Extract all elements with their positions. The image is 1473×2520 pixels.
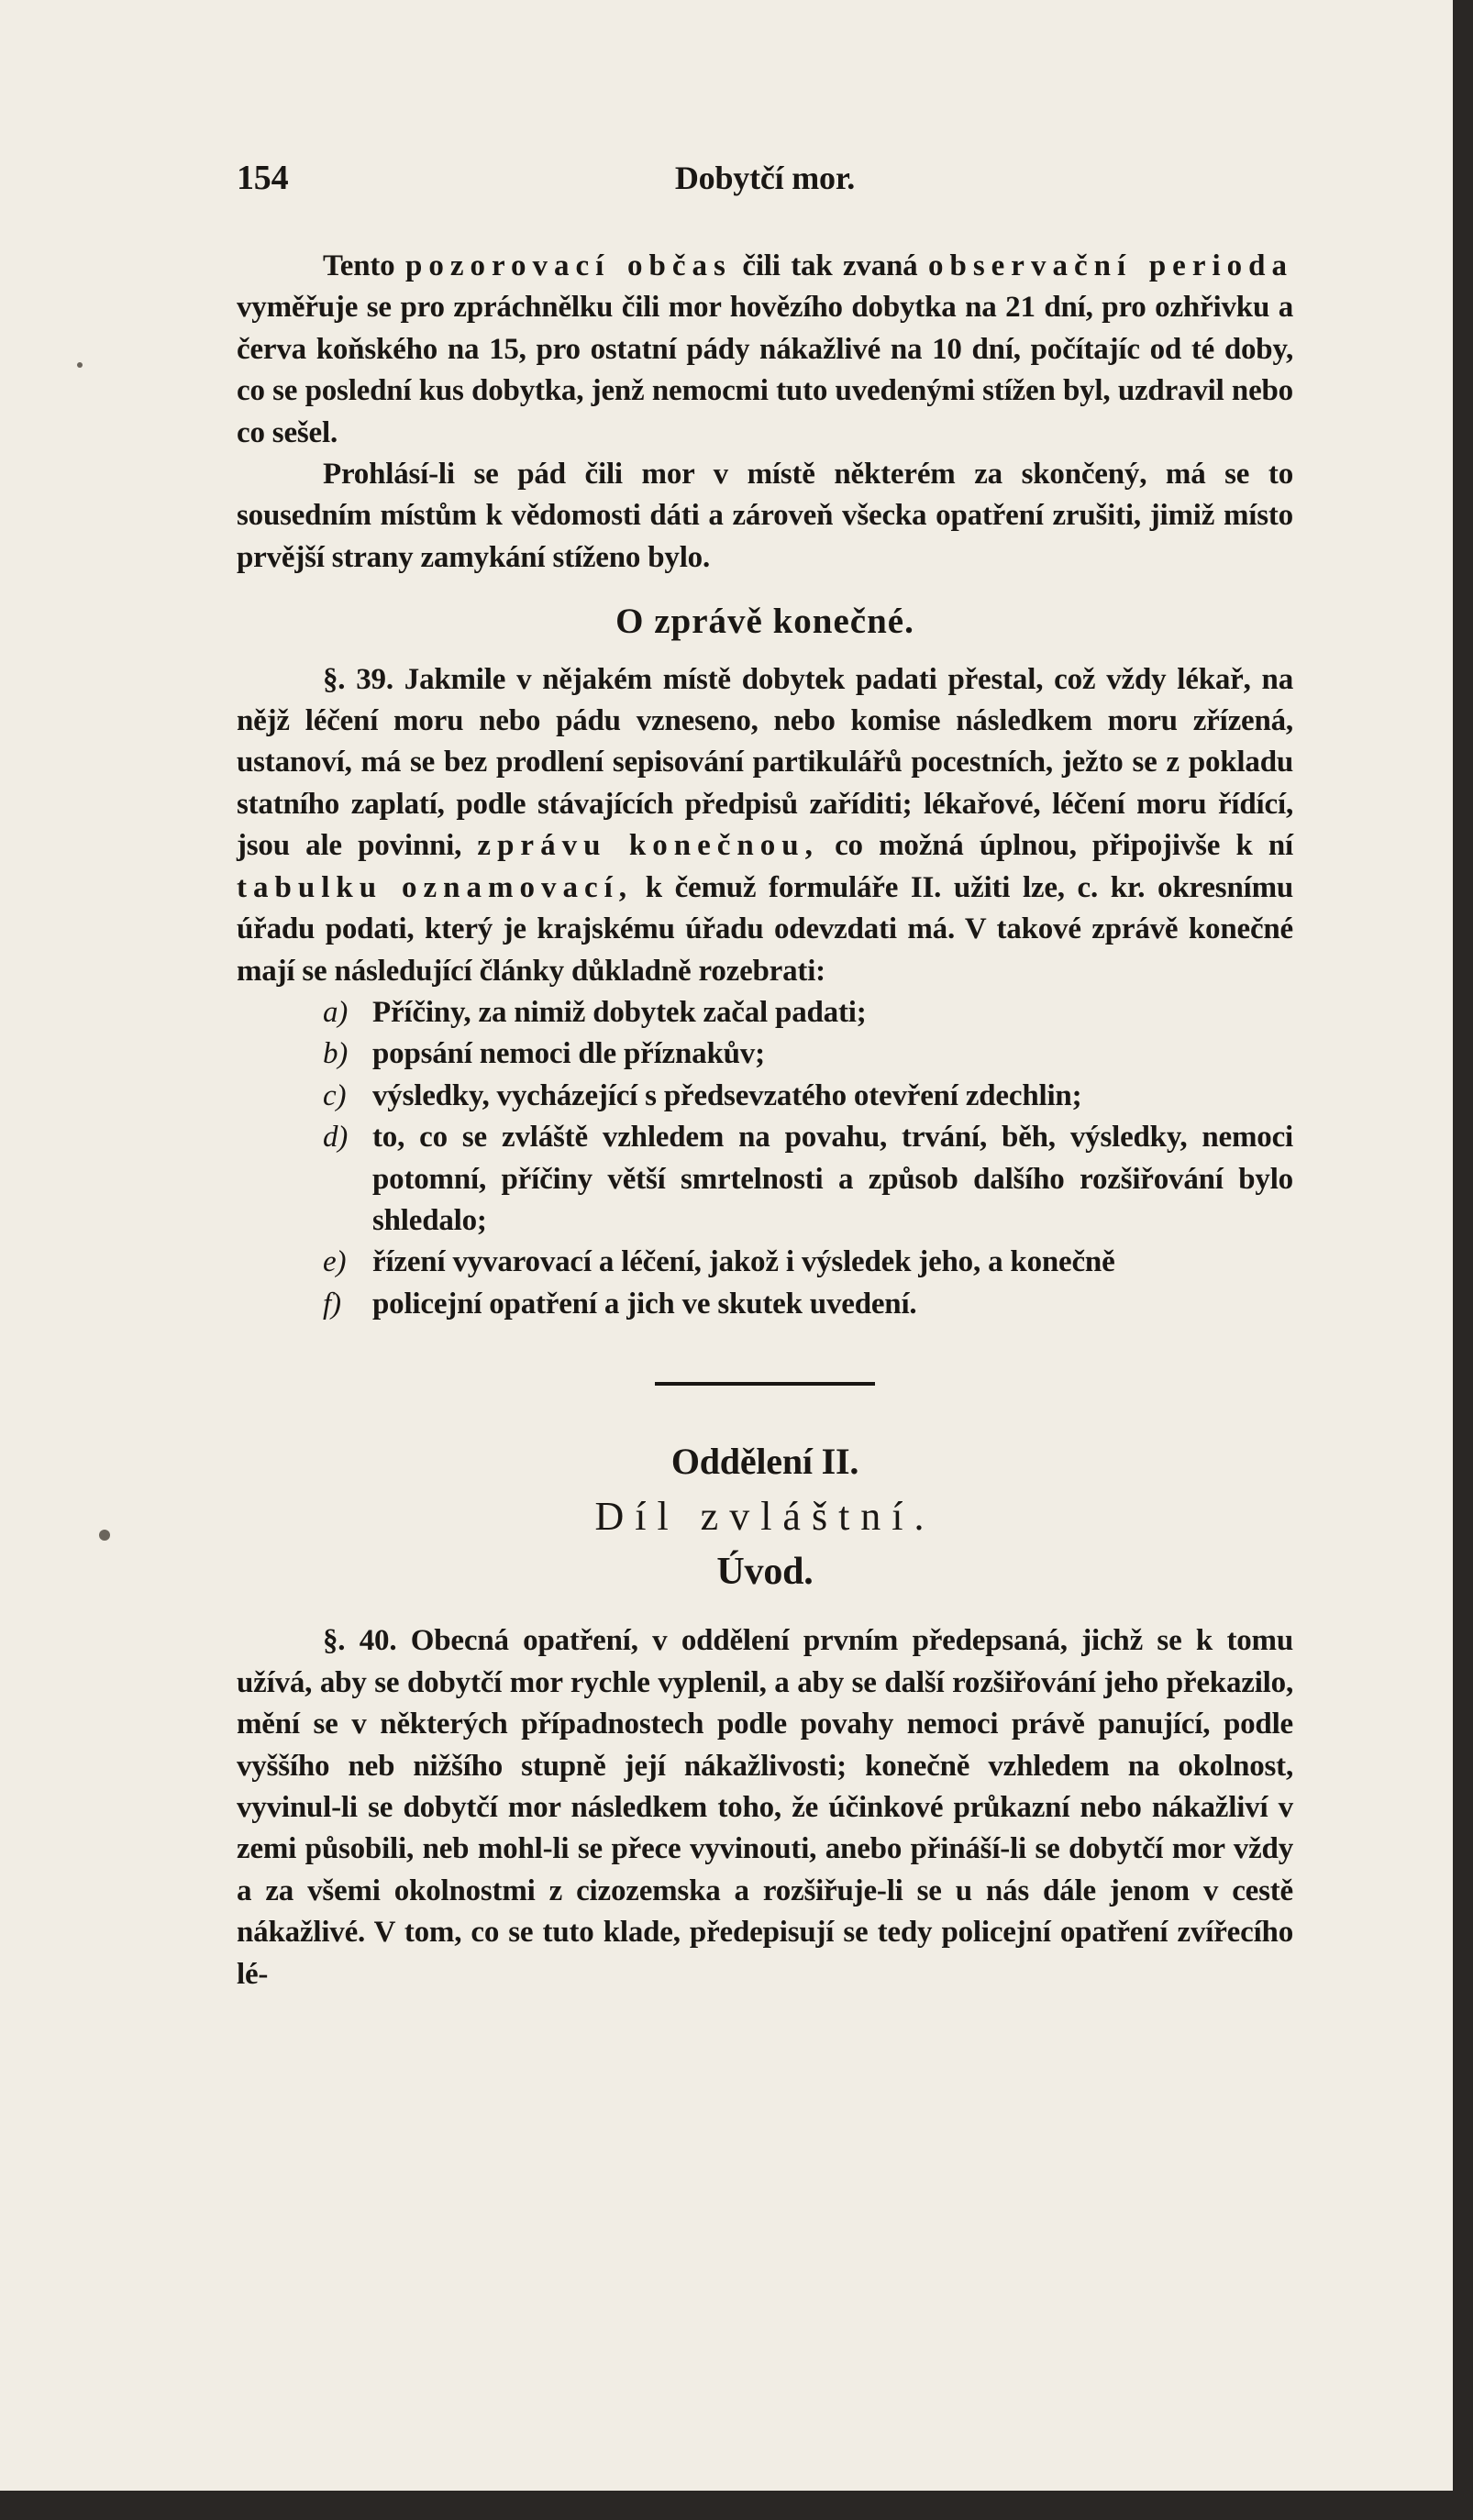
list-marker: d): [323, 1121, 349, 1155]
intro-title: Úvod.: [716, 1550, 814, 1593]
spaced-term: pozorovací občas: [404, 249, 732, 282]
paragraph-section-40: §. 40. Obecná opatření, v oddělení prvním předepsaná, jichž se k tomu užívá, aby se dobytčí mor rychle vyplenil, a aby se další rozšiřování jeho překazilo, mění se v některých případnostech podle povahy nemoci právě panující, podle vyššího neb nižšího stupně její nákažlivosti; konečně vzhledem na okolnost, vyvinul-li se dobytčí mor následkem toho, že účinkové průkazní nebo nákažliví v zemi působili, neb mohl-li se přece vyvinouti, anebo přináší-li se dobytčí mor vždy a za všemi okolnostmi z cizozemska a rozšiřuje-li se u nás dále jenom v cestě nákažlivé. V tom, co se tuto klade, předepisují se tedy policejní opatření zvířecího lé-: [237, 1624, 1293, 1991]
spaced-term: zprávu konečnou,: [477, 829, 819, 863]
list-marker: c): [323, 1078, 347, 1112]
list-item-text: výsledky, vycházející s předsevzatého otevření zdechlin;: [372, 1078, 1082, 1112]
list-item-text: řízení vyvarovací a léčení, jakož i výsledek jeho, a konečně: [372, 1245, 1115, 1279]
list-item-text: to, co se zvláště vzhledem na povahu, trvání, běh, výsledky, nemoci potomní, příčiny větší smrtelnosti a způsob dalšího rozšiřování bylo shledalo;: [372, 1121, 1293, 1237]
list-marker: f): [323, 1287, 341, 1321]
text-run: §. 39. Jakmile v nějakém místě dobytek padati přestal, což vždy lékař, na nějž léčení moru nebo pádu vzneseno, nebo komise následkem moru zřízená, ustanoví, má se bez prodlení sepisování partikulářů pocestních, ježto se z pokladu statního zaplatí, podle stávajících předpisů zaříditi; lékařové, léčení moru řídící, jsou ale povinni,: [237, 662, 1293, 863]
section-title: Oddělení II.: [670, 1441, 859, 1483]
list-item: [237, 1033, 1293, 1075]
spaced-term: observační perioda: [927, 249, 1293, 282]
book-page: [237, 158, 1293, 1995]
running-head: [237, 158, 1293, 246]
part-title: Díl zvláštní.: [594, 1493, 936, 1539]
list-item-text: policejní opatření a jich ve skutek uvedení.: [372, 1287, 917, 1321]
list-item-text: Příčiny, za nimiž dobytek začal padati;: [372, 995, 867, 1029]
list-item: [237, 1117, 1293, 1242]
text-run: k čemuž formuláře II. užiti lze, c. kr. okresnímu úřadu podati, který je krajskému úřadu odevzdati má. V takové zprávě konečné mají se následující články důkladně rozebrati:: [237, 870, 1294, 988]
paragraph-observation-period: [237, 246, 1293, 454]
list-marker: e): [323, 1245, 347, 1279]
list-marker: b): [323, 1037, 349, 1071]
section-divider-rule: [655, 1382, 875, 1386]
list-item: [237, 1284, 1293, 1325]
scan-border-right: [1453, 0, 1473, 2520]
spaced-term: tabulku oznamovací,: [237, 870, 634, 904]
list-item: [237, 992, 1293, 1033]
text-run: čili tak zvaná: [742, 249, 918, 282]
scan-border-bottom: [0, 2491, 1473, 2520]
paragraph-section-39: [237, 659, 1293, 992]
ink-speck: [99, 1530, 110, 1541]
text-run: co možná úplnou, připojivše k ní: [835, 829, 1293, 863]
paragraph-end-of-plague: Prohlásí-li se pád čili mor v místě některém za skončený, má se to sousedním místům k vědomosti dáti a zároveň všecka opatření zrušiti, jimiž místo prvější strany zamykání stíženo bylo.: [237, 458, 1293, 574]
list-item: [237, 1076, 1293, 1117]
list-item: [237, 1242, 1293, 1283]
text-run: Tento: [323, 249, 395, 282]
ink-speck: [77, 362, 83, 368]
page-number: 154: [237, 159, 289, 197]
text-run: vyměřuje se pro zpráchnělku čili mor hovězího dobytka na 21 dní, pro ozhřivku a červa koňského na 15, pro ostatní pády nákažlivé na 10 dní, počítajíc od té doby, co se poslední kus dobytka, jenž nemocmi tuto uvedenými stížen byl, uzdravil nebo co sešel.: [237, 291, 1293, 449]
list-item-text: popsání nemoci dle příznakův;: [372, 1037, 765, 1071]
running-title: Dobytčí mor.: [674, 160, 856, 196]
list-marker: a): [323, 995, 349, 1029]
report-items-list: [237, 992, 1293, 1325]
heading-final-report: O zprávě konečné.: [615, 602, 914, 642]
